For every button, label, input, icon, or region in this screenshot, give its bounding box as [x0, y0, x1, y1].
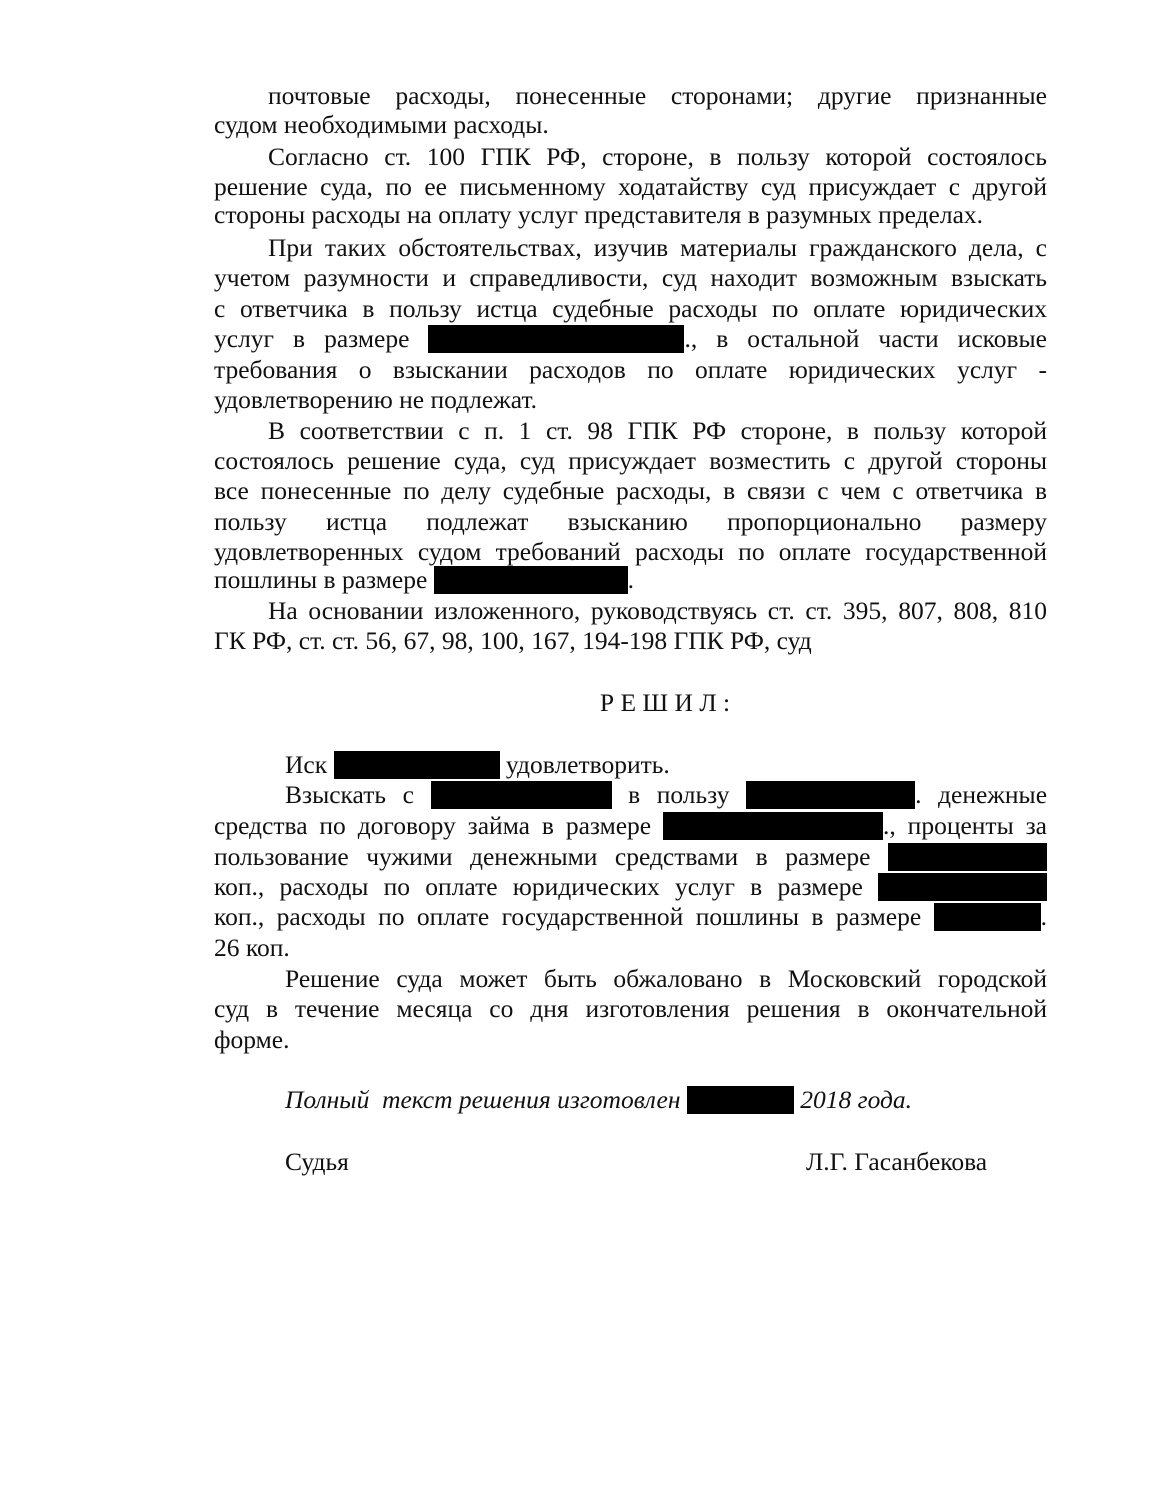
redaction [934, 903, 1041, 931]
text-line: Решение суда может быть обжаловано в Московский городской [285, 964, 1047, 993]
text-fragment: услуг в размере [214, 324, 410, 353]
text-line: решение суда, по ее письменному ходатайству суд присуждает с другой [214, 172, 1047, 201]
text-line: требования о взыскании расходов по оплате юридических услуг - [214, 355, 1047, 384]
text-line: 26 коп. [214, 933, 290, 962]
text-fragment: ., проценты за [883, 811, 1047, 840]
text-fragment: ., в остальной части исковые [684, 324, 1047, 353]
judge-name: Л.Г. Гасанбекова [806, 1147, 988, 1176]
text-line: удовлетворению не подлежат. [214, 385, 538, 414]
redaction [687, 1086, 794, 1114]
text-line [214, 902, 1047, 932]
text-fragment: пользование чужими денежными средствами в размере [214, 842, 871, 871]
text-line [214, 842, 1047, 872]
text-line: суд в течение месяца со дня изготовления решения в окончательной [214, 994, 1047, 1023]
text-fragment: . [1040, 902, 1048, 931]
redaction [334, 751, 500, 779]
text-line [285, 780, 1047, 810]
text-line: На основании изложенного, руководствуясь ст. ст. 395, 807, 808, 810 [268, 596, 1047, 625]
text-fragment: в пользу [628, 780, 730, 809]
text-line [214, 811, 1047, 841]
text-fragment: пошлины в размере [214, 565, 428, 594]
redaction [888, 843, 1047, 871]
text-line [285, 750, 1047, 780]
redaction [878, 873, 1047, 901]
text-line: стороны расходы на оплату услуг представителя в разумных пределах. [214, 200, 984, 229]
text-fragment: Взыскать с [285, 780, 414, 809]
text-line: почтовые расходы, понесенные сторонами; другие признанные [268, 81, 1047, 110]
text-fragment: . [627, 565, 635, 594]
text-fragment: 2018 года. [800, 1085, 913, 1114]
section-heading: Р Е Ш И Л : [599, 688, 731, 717]
text-line [214, 872, 1047, 902]
redaction [431, 781, 612, 809]
text-line: все понесенные по делу судебные расходы, в связи с чем с ответчика в [214, 476, 1047, 505]
redaction [746, 781, 915, 809]
text-fragment: коп., расходы по оплате юридических услуг в размере [214, 872, 863, 901]
text-line [214, 565, 1047, 595]
text-line: форме. [214, 1025, 290, 1054]
text-line: Согласно ст. 100 ГПК РФ, стороне, в пользу которой состоялось [268, 142, 1047, 171]
text-fragment: . денежные [915, 780, 1048, 809]
text-line: ГК РФ, ст. ст. 56, 67, 98, 100, 167, 194-198 ГПК РФ, суд [214, 626, 812, 655]
text-line: учетом разумности и справедливости, суд находит возможным взыскать [214, 263, 1047, 292]
text-line: удовлетворенных судом требований расходы по оплате государственной [214, 537, 1047, 566]
text-fragment: коп., расходы по оплате государственной пошлины в размере [214, 902, 922, 931]
text-fragment: Иск [285, 750, 328, 779]
text-line [214, 324, 1047, 354]
text-fragment: удовлетворить. [505, 750, 670, 779]
text-line: с ответчика в пользу истца судебные расходы по оплате юридических [214, 294, 1047, 323]
text-line: судом необходимыми расходы. [214, 110, 549, 139]
text-line: В соответствии с п. 1 ст. 98 ГПК РФ стороне, в пользу которой [268, 416, 1047, 445]
text-fragment: Полный текст решения изготовлен [285, 1085, 681, 1114]
text-line: состоялось решение суда, суд присуждает возместить с другой стороны [214, 446, 1047, 475]
redaction [434, 566, 628, 594]
full-text-date-line [285, 1085, 1047, 1115]
judge-label: Судья [285, 1147, 349, 1176]
redaction [428, 325, 684, 353]
redaction [663, 812, 883, 840]
text-line: пользу истца подлежат взысканию пропорционально размеру [214, 507, 1047, 536]
text-line: При таких обстоятельствах, изучив материалы гражданского дела, с [268, 233, 1047, 262]
text-fragment: средства по договору займа в размере [214, 811, 652, 840]
